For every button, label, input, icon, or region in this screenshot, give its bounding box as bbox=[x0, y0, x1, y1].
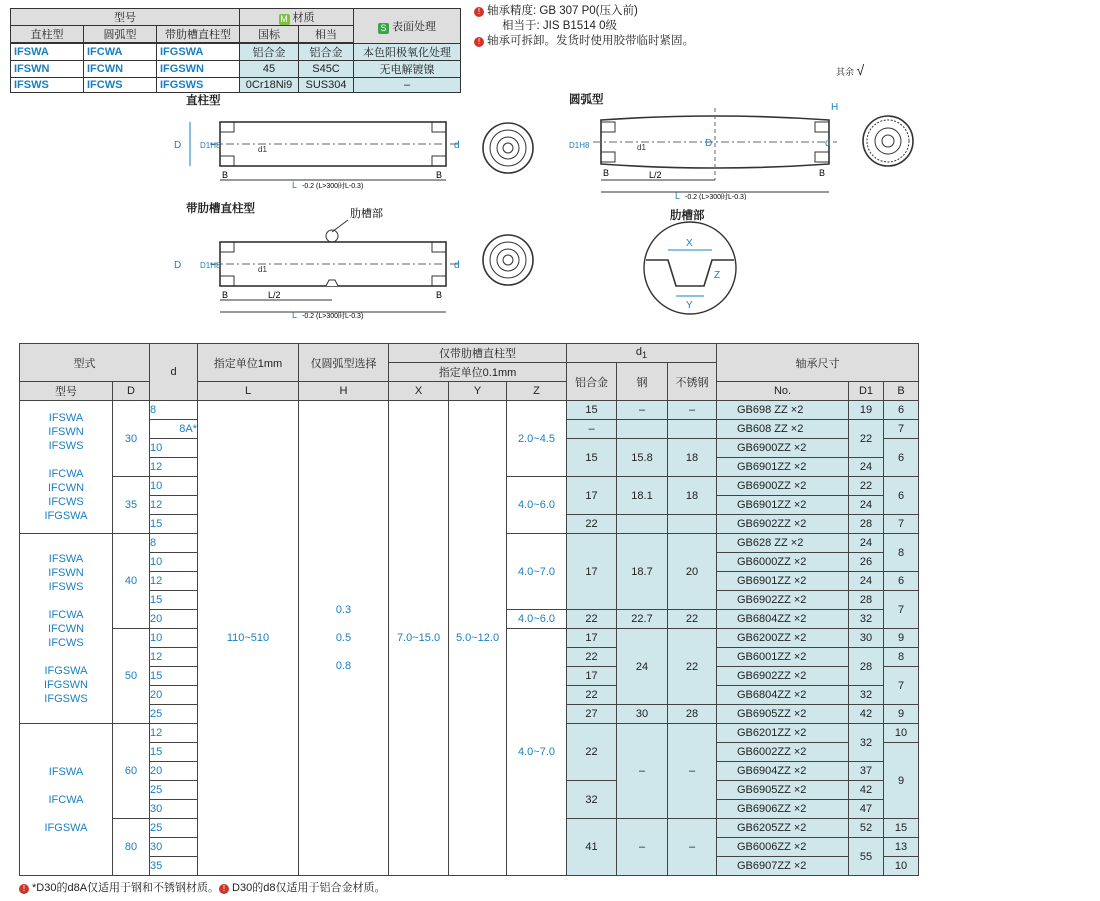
note-text: 轴承精度: GB 307 P0(压入前) bbox=[487, 5, 638, 17]
rib-part-title: 肋槽部 bbox=[670, 210, 705, 222]
material-row bbox=[11, 43, 461, 61]
dim-B-label: B bbox=[819, 168, 826, 178]
dim-L2-label: L/2 bbox=[649, 170, 662, 180]
bearing-no-cell: GB6902ZZ ×2 bbox=[717, 591, 849, 610]
dim-d1-label: d1 bbox=[258, 265, 267, 274]
ss-value-cell bbox=[668, 420, 717, 439]
ss-value-cell: – bbox=[668, 724, 717, 819]
X-col-header: X bbox=[389, 382, 449, 401]
d-value-cell: 10 bbox=[150, 629, 198, 648]
al-value-cell: 17 bbox=[567, 477, 617, 515]
bearing-no-cell: GB6904ZZ ×2 bbox=[717, 762, 849, 781]
Z-range-cell: 4.0~7.0 bbox=[507, 534, 567, 610]
straight-header: 直柱型 bbox=[11, 26, 84, 44]
B-value-cell: 9 bbox=[884, 705, 919, 724]
B-col-header: B bbox=[884, 382, 919, 401]
D1-value-cell: 55 bbox=[849, 838, 884, 876]
part-number[interactable]: IFGSWA bbox=[157, 43, 240, 61]
dim-D-label: D bbox=[174, 140, 182, 151]
dim-d-label: d bbox=[454, 260, 460, 271]
D1-value-cell: 22 bbox=[849, 420, 884, 458]
bearing-no-cell: GB6907ZZ ×2 bbox=[717, 857, 849, 876]
material-value: 铝合金 bbox=[240, 43, 299, 61]
D-value-cell: 50 bbox=[113, 629, 150, 724]
rib-only-header: 仅带肋槽直柱型 bbox=[389, 344, 567, 363]
B-value-cell: 6 bbox=[884, 439, 919, 477]
D1-value-cell: 32 bbox=[849, 686, 884, 705]
D1-value-cell: 37 bbox=[849, 762, 884, 781]
d-value-cell: 10 bbox=[150, 553, 198, 572]
bearing-no-cell: GB6804ZZ ×2 bbox=[717, 686, 849, 705]
material-row bbox=[11, 78, 461, 93]
B-value-cell: 8 bbox=[884, 534, 919, 572]
D1-value-cell: 28 bbox=[849, 591, 884, 610]
al-value-cell: 22 bbox=[567, 648, 617, 667]
material-value: 铝合金 bbox=[299, 43, 354, 61]
D1-value-cell: 24 bbox=[849, 496, 884, 515]
part-number[interactable]: IFSWS bbox=[11, 78, 84, 93]
rib-drawing-title: 带肋槽直柱型 bbox=[186, 203, 255, 215]
D-value-cell: 35 bbox=[113, 477, 150, 534]
B-value-cell: 10 bbox=[884, 724, 919, 743]
part-number[interactable]: IFCWS bbox=[84, 78, 157, 93]
B-value-cell: 8 bbox=[884, 648, 919, 667]
material-value: 45 bbox=[240, 61, 299, 78]
bearing-no-cell: GB6201ZZ ×2 bbox=[717, 724, 849, 743]
surface-header: S 表面处理 bbox=[354, 9, 461, 44]
rib-end-view bbox=[480, 232, 536, 288]
D1-value-cell: 32 bbox=[849, 610, 884, 629]
arc-drawing-title: 圆弧型 bbox=[569, 94, 604, 106]
dim-L-label: L bbox=[675, 191, 681, 200]
ss-value-cell: 22 bbox=[668, 629, 717, 705]
d-value-cell: 10 bbox=[150, 477, 198, 496]
dim-Z-label: Z bbox=[714, 270, 721, 281]
D1-value-cell: 24 bbox=[849, 572, 884, 591]
rib-detail-drawing bbox=[640, 220, 740, 316]
part-number[interactable]: IFSWN bbox=[11, 61, 84, 78]
surface-value: – bbox=[354, 78, 461, 93]
model-group-cell: IFSWA IFSWN IFSWS IFCWA IFCWN IFCWS IFGSWA bbox=[20, 401, 113, 534]
bearing-no-header: No. bbox=[717, 382, 849, 401]
d1-header: $d_1$ bbox=[567, 344, 717, 363]
D1-value-cell: 28 bbox=[849, 648, 884, 686]
B-value-cell: 9 bbox=[884, 743, 919, 819]
al-value-cell: 22 bbox=[567, 610, 617, 629]
D-col-header: D bbox=[113, 382, 150, 401]
B-value-cell: 7 bbox=[884, 420, 919, 439]
al-value-cell: 15 bbox=[567, 439, 617, 477]
material-value: SUS304 bbox=[299, 78, 354, 93]
ss-value-cell: – bbox=[668, 819, 717, 876]
d-value-cell: 12 bbox=[150, 458, 198, 477]
bearing-no-cell: GB6901ZZ ×2 bbox=[717, 458, 849, 477]
d-value-cell: 15 bbox=[150, 667, 198, 686]
ss-value-cell bbox=[668, 515, 717, 534]
al-value-cell: 17 bbox=[567, 629, 617, 648]
d-value-cell: 20 bbox=[150, 686, 198, 705]
dimensions-table bbox=[19, 343, 919, 876]
dim-L-tolerance: -0.2 (L>300时L-0.3) bbox=[302, 183, 364, 190]
dim-D-label: D bbox=[174, 260, 182, 271]
D1-value-cell: 22 bbox=[849, 477, 884, 496]
part-number[interactable]: IFGSWN bbox=[157, 61, 240, 78]
steel-value-cell: 30 bbox=[617, 705, 668, 724]
bearing-no-cell: GB6900ZZ ×2 bbox=[717, 477, 849, 496]
equiv-header: 相当 bbox=[299, 26, 354, 44]
al-value-cell: 15 bbox=[567, 401, 617, 420]
surface-badge-icon: S bbox=[378, 23, 389, 34]
d-value-cell: 15 bbox=[150, 591, 198, 610]
dim-d-label: d bbox=[825, 138, 831, 149]
info-icon: ! bbox=[19, 884, 29, 894]
straight-end-view bbox=[480, 120, 536, 176]
D1-value-cell: 42 bbox=[849, 781, 884, 800]
arc-end-view bbox=[860, 113, 916, 169]
dim-D1-label: D1H8 bbox=[200, 141, 221, 150]
D1-value-cell: 24 bbox=[849, 458, 884, 477]
part-number[interactable]: IFSWA bbox=[11, 43, 84, 61]
bearing-no-cell: GB6001ZZ ×2 bbox=[717, 648, 849, 667]
Z-range-cell: 4.0~7.0 bbox=[507, 629, 567, 876]
D1-value-cell: 32 bbox=[849, 724, 884, 762]
D-value-cell: 80 bbox=[113, 819, 150, 876]
bearing-no-cell: GB628 ZZ ×2 bbox=[717, 534, 849, 553]
H-values-cell: 0.3 0.5 0.8 bbox=[299, 401, 389, 876]
dim-L2-label: L/2 bbox=[268, 290, 281, 300]
dim-D1-label: D1H8 bbox=[200, 261, 221, 270]
B-value-cell: 7 bbox=[884, 591, 919, 629]
Z-range-cell: 2.0~4.5 bbox=[507, 401, 567, 477]
steel-value-cell: 18.7 bbox=[617, 534, 668, 610]
dim-d1-label: d1 bbox=[637, 143, 646, 152]
bearing-no-cell: GB6905ZZ ×2 bbox=[717, 705, 849, 724]
d-value-cell: 20 bbox=[150, 610, 198, 629]
al-value-cell: 41 bbox=[567, 819, 617, 876]
Z-range-cell: 4.0~6.0 bbox=[507, 477, 567, 534]
D-value-cell: 30 bbox=[113, 401, 150, 477]
B-value-cell: 9 bbox=[884, 629, 919, 648]
bearing-no-cell: GB6902ZZ ×2 bbox=[717, 515, 849, 534]
ss-value-cell: 20 bbox=[668, 534, 717, 610]
bearing-no-cell: GB6006ZZ ×2 bbox=[717, 838, 849, 857]
bearing-no-cell: GB6906ZZ ×2 bbox=[717, 800, 849, 819]
ss-value-cell: 18 bbox=[668, 439, 717, 477]
D1-col-header: D1 bbox=[849, 382, 884, 401]
rib-unit-header: 指定单位0.1mm bbox=[389, 363, 567, 382]
d-value-cell: 12 bbox=[150, 648, 198, 667]
dim-B-label: B bbox=[436, 170, 443, 180]
d-value-cell: 12 bbox=[150, 496, 198, 515]
bearing-no-cell: GB6900ZZ ×2 bbox=[717, 439, 849, 458]
D1-value-cell: 42 bbox=[849, 705, 884, 724]
X-range-cell: 7.0~15.0 bbox=[389, 401, 449, 876]
note-text: 相当于: JIS B1514 0级 bbox=[502, 20, 618, 32]
arc-header: 圆弧型 bbox=[84, 26, 157, 44]
dim-B-label: B bbox=[222, 290, 229, 300]
d-header: d bbox=[150, 344, 198, 401]
al-value-cell: 17 bbox=[567, 534, 617, 610]
D1-value-cell: 47 bbox=[849, 800, 884, 819]
B-value-cell: 13 bbox=[884, 838, 919, 857]
type-header: 型式 bbox=[20, 344, 150, 382]
info-icon: ! bbox=[474, 37, 484, 47]
dim-L-label: L bbox=[292, 310, 298, 320]
steel-value-cell bbox=[617, 515, 668, 534]
info-icon: ! bbox=[474, 7, 484, 17]
material-table bbox=[10, 8, 461, 93]
material-row bbox=[11, 61, 461, 78]
D1-value-cell: 24 bbox=[849, 534, 884, 553]
bearing-no-cell: GB608 ZZ ×2 bbox=[717, 420, 849, 439]
dim-d1-label: d1 bbox=[258, 145, 267, 154]
rib-header: 带肋槽直柱型 bbox=[157, 26, 240, 44]
roughness-symbol-icon: √ bbox=[856, 62, 865, 78]
Y-range-cell: 5.0~12.0 bbox=[449, 401, 507, 876]
bearing-header: 轴承尺寸 bbox=[717, 344, 919, 382]
steel-header: 钢 bbox=[617, 363, 668, 401]
B-value-cell: 15 bbox=[884, 819, 919, 838]
table-row bbox=[20, 401, 919, 420]
arc-roller-drawing bbox=[565, 100, 845, 200]
d-value-cell: 15 bbox=[150, 515, 198, 534]
footnote: ! *D30的d8A仅适用于钢和不锈钢材质。 ! D30的d8仅适用于铝合金材质。 bbox=[19, 879, 385, 895]
Z-col-header: Z bbox=[507, 382, 567, 401]
L-col-header: L bbox=[198, 382, 299, 401]
notes bbox=[474, 4, 694, 49]
d-value-cell: 25 bbox=[150, 819, 198, 838]
al-value-cell: – bbox=[567, 420, 617, 439]
d-value-cell: 12 bbox=[150, 572, 198, 591]
dim-H-label: H bbox=[831, 102, 839, 113]
D-value-cell: 60 bbox=[113, 724, 150, 819]
dim-D-label: D bbox=[705, 138, 713, 149]
steel-value-cell: – bbox=[617, 401, 668, 420]
D1-value-cell: 28 bbox=[849, 515, 884, 534]
dim-D1-label: D1H8 bbox=[569, 141, 590, 150]
dim-B-label: B bbox=[603, 168, 610, 178]
al-value-cell: 17 bbox=[567, 667, 617, 686]
steel-value-cell: 15.8 bbox=[617, 439, 668, 477]
d-value-cell: 8 bbox=[150, 401, 198, 420]
D-value-cell: 40 bbox=[113, 534, 150, 629]
D1-value-cell: 52 bbox=[849, 819, 884, 838]
d-value-cell: 10 bbox=[150, 439, 198, 458]
L-range-cell: 110~510 bbox=[198, 401, 299, 876]
roughness-note: 其余 √ bbox=[836, 62, 865, 78]
B-value-cell: 6 bbox=[884, 401, 919, 420]
bearing-no-cell: GB6902ZZ ×2 bbox=[717, 667, 849, 686]
steel-value-cell bbox=[617, 420, 668, 439]
rib-callout-label: 肋槽部 bbox=[350, 208, 383, 220]
L-unit-header: 指定单位1mm bbox=[198, 344, 299, 382]
D1-value-cell: 19 bbox=[849, 401, 884, 420]
B-value-cell: 6 bbox=[884, 477, 919, 515]
steel-value-cell: 18.1 bbox=[617, 477, 668, 515]
d-value-cell: 15 bbox=[150, 743, 198, 762]
bearing-no-cell: GB6000ZZ ×2 bbox=[717, 553, 849, 572]
steel-value-cell: 22.7 bbox=[617, 610, 668, 629]
bearing-no-cell: GB6205ZZ ×2 bbox=[717, 819, 849, 838]
note-text: 轴承可拆卸。发货时使用胶带临时紧固。 bbox=[487, 35, 694, 47]
straight-drawing-title: 直柱型 bbox=[186, 95, 221, 107]
material-header: M 材质 bbox=[240, 9, 354, 26]
dim-B-label: B bbox=[436, 290, 443, 300]
al-value-cell: 22 bbox=[567, 686, 617, 705]
material-value: 0Cr18Ni9 bbox=[240, 78, 299, 93]
dim-L-tolerance: -0.2 (L>300时L-0.3) bbox=[302, 313, 364, 320]
steel-value-cell: 24 bbox=[617, 629, 668, 705]
model-col-header: 型号 bbox=[20, 382, 113, 401]
d-value-cell: 35 bbox=[150, 857, 198, 876]
al-header: 铝合金 bbox=[567, 363, 617, 401]
dim-L-tolerance: -0.2 (L>300时L-0.3) bbox=[685, 194, 747, 200]
B-value-cell: 10 bbox=[884, 857, 919, 876]
bearing-no-cell: GB6200ZZ ×2 bbox=[717, 629, 849, 648]
d-value-cell: 20 bbox=[150, 762, 198, 781]
bearing-no-cell: GB6901ZZ ×2 bbox=[717, 572, 849, 591]
B-value-cell: 6 bbox=[884, 572, 919, 591]
dim-d-label: d bbox=[454, 140, 460, 151]
B-value-cell: 7 bbox=[884, 515, 919, 534]
part-number[interactable]: IFCWN bbox=[84, 61, 157, 78]
d-value-cell: 12 bbox=[150, 724, 198, 743]
straight-roller-drawing bbox=[170, 108, 470, 190]
part-number[interactable]: IFGSWS bbox=[157, 78, 240, 93]
dim-B-label: B bbox=[222, 170, 229, 180]
B-value-cell: 7 bbox=[884, 667, 919, 705]
model-header: 型号 bbox=[11, 9, 240, 26]
dim-X-label: X bbox=[686, 238, 693, 249]
steel-value-cell: – bbox=[617, 724, 668, 819]
ss-value-cell: 18 bbox=[668, 477, 717, 515]
model-group-cell: IFSWA IFSWN IFSWS IFCWA IFCWN IFCWS IFGSWA IFGSWN IFGSWS bbox=[20, 534, 113, 724]
material-value: S45C bbox=[299, 61, 354, 78]
ss-header: 不锈钢 bbox=[668, 363, 717, 401]
surface-value: 无电解镀镍 bbox=[354, 61, 461, 78]
rib-roller-drawing bbox=[170, 204, 470, 320]
Z-range-cell: 4.0~6.0 bbox=[507, 610, 567, 629]
H-col-header: H bbox=[299, 382, 389, 401]
al-value-cell: 27 bbox=[567, 705, 617, 724]
d-value-cell: 30 bbox=[150, 838, 198, 857]
part-number[interactable]: IFCWA bbox=[84, 43, 157, 61]
steel-value-cell: – bbox=[617, 819, 668, 876]
bearing-no-cell: GB698 ZZ ×2 bbox=[717, 401, 849, 420]
al-value-cell: 22 bbox=[567, 724, 617, 781]
dim-Y-label: Y bbox=[686, 300, 693, 311]
ss-value-cell: 28 bbox=[668, 705, 717, 724]
surface-value: 本色阳极氧化处理 bbox=[354, 43, 461, 61]
al-value-cell: 32 bbox=[567, 781, 617, 819]
H-only-header: 仅圆弧型选择 bbox=[299, 344, 389, 382]
d-value-cell: 25 bbox=[150, 781, 198, 800]
d-value-cell: 8A* bbox=[150, 420, 198, 439]
ss-value-cell: – bbox=[668, 401, 717, 420]
D1-value-cell: 26 bbox=[849, 553, 884, 572]
bearing-no-cell: GB6905ZZ ×2 bbox=[717, 781, 849, 800]
material-badge-icon: M bbox=[280, 14, 288, 24]
dim-L-label: L bbox=[292, 180, 298, 190]
d-value-cell: 25 bbox=[150, 705, 198, 724]
national-header: 国标 bbox=[240, 26, 299, 44]
d-value-cell: 8 bbox=[150, 534, 198, 553]
d-value-cell: 30 bbox=[150, 800, 198, 819]
al-value-cell: 22 bbox=[567, 515, 617, 534]
model-group-cell: IFSWA IFCWA IFGSWA bbox=[20, 724, 113, 876]
info-icon: ! bbox=[219, 884, 229, 894]
D1-value-cell: 30 bbox=[849, 629, 884, 648]
bearing-no-cell: GB6901ZZ ×2 bbox=[717, 496, 849, 515]
Y-col-header: Y bbox=[449, 382, 507, 401]
ss-value-cell: 22 bbox=[668, 610, 717, 629]
bearing-no-cell: GB6002ZZ ×2 bbox=[717, 743, 849, 762]
bearing-no-cell: GB6804ZZ ×2 bbox=[717, 610, 849, 629]
